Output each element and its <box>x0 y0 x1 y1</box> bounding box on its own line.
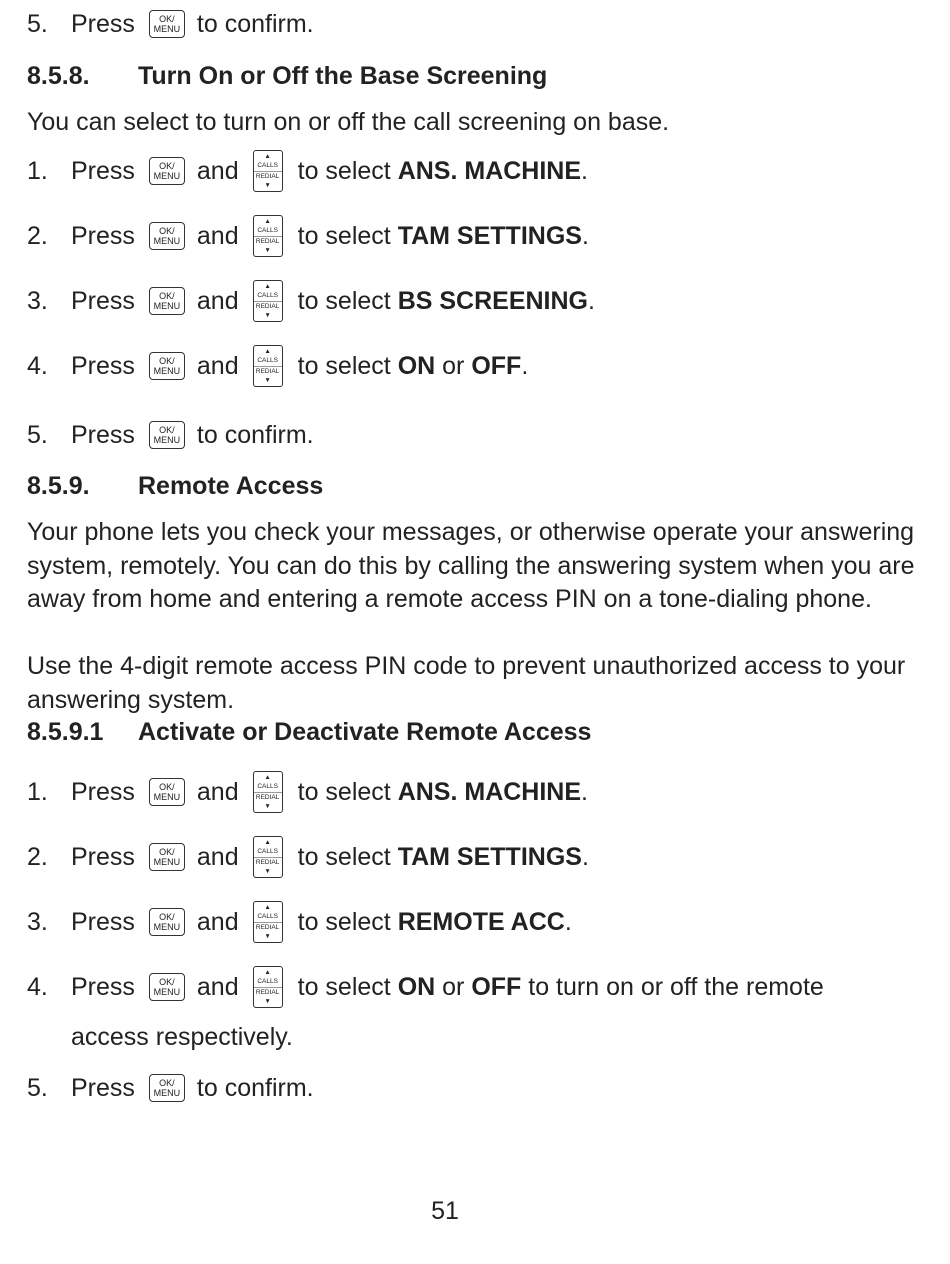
step-number: 4. <box>27 352 48 380</box>
step-and: and <box>196 843 239 871</box>
step-number: 2. <box>27 843 48 871</box>
step-text: to select ON or OFF. <box>297 352 529 380</box>
section-title: Remote Access <box>138 472 324 500</box>
step-item <box>27 345 528 387</box>
step-number: 2. <box>27 222 48 250</box>
step-and: and <box>196 778 239 806</box>
step-item <box>27 418 314 452</box>
ok-menu-key-icon: OK/ MENU <box>149 157 185 185</box>
ok-menu-key-icon: OK/ MENU <box>149 352 185 380</box>
step-text: to select TAM SETTINGS. <box>297 843 589 871</box>
ok-menu-key-icon: OK/ MENU <box>149 843 185 871</box>
step-press: Press <box>71 157 135 185</box>
step-text: to select BS SCREENING. <box>297 287 595 315</box>
step-press: Press <box>71 352 135 380</box>
step-and: and <box>196 287 239 315</box>
step-text: to select REMOTE ACC. <box>297 908 572 936</box>
section-number: 8.5.9. <box>27 472 90 500</box>
step-text: to select TAM SETTINGS. <box>297 222 589 250</box>
step-and: and <box>196 973 239 1001</box>
step-and: and <box>196 222 239 250</box>
ok-menu-key-icon: OK/ MENU <box>149 222 185 250</box>
step-press: Press <box>71 222 135 250</box>
step-press: Press <box>71 287 135 315</box>
calls-redial-key-icon: ▲ CALLS REDIAL ▼ <box>253 901 283 943</box>
step-item <box>27 771 588 813</box>
section-number: 8.5.9.1 <box>27 718 104 746</box>
calls-redial-key-icon: ▲ CALLS REDIAL ▼ <box>253 771 283 813</box>
step-press: Press <box>71 1074 135 1102</box>
step-press: Press <box>71 843 135 871</box>
step-press: Press <box>71 778 135 806</box>
step-number: 4. <box>27 973 48 1001</box>
step-number: 5. <box>27 1074 48 1102</box>
step-continuation: access respectively. <box>71 1023 293 1051</box>
step-item <box>27 150 588 192</box>
step-number: 1. <box>27 157 48 185</box>
step-press: Press <box>71 10 135 38</box>
section-title: Turn On or Off the Base Screening <box>138 62 548 90</box>
step-press: Press <box>71 908 135 936</box>
step-text: to select ON or OFF to turn on or off the remote <box>297 973 824 1001</box>
calls-redial-key-icon: ▲ CALLS REDIAL ▼ <box>253 345 283 387</box>
paragraph: Your phone lets you check your messages, or otherwise operate your answering system, remotely. You can do this by calling the answering system when you are away from home and entering a remote access PIN on a tone-dialing phone. <box>27 518 915 614</box>
section-heading <box>27 472 323 501</box>
calls-redial-key-icon: ▲ CALLS REDIAL ▼ <box>253 150 283 192</box>
step-text: to confirm. <box>196 1074 314 1102</box>
step-item <box>27 280 595 322</box>
step-and: and <box>196 157 239 185</box>
page-number: 51 <box>431 1197 459 1225</box>
paragraph: Use the 4-digit remote access PIN code to prevent unauthorized access to your answering system. <box>27 652 906 714</box>
step-number: 1. <box>27 778 48 806</box>
step-and: and <box>196 352 239 380</box>
step-press: Press <box>71 973 135 1001</box>
step-number: 5. <box>27 10 48 38</box>
step-number: 3. <box>27 908 48 936</box>
step-text: to confirm. <box>196 421 314 449</box>
step-number: 5. <box>27 421 48 449</box>
ok-menu-key-icon: OK/ MENU <box>149 973 185 1001</box>
calls-redial-key-icon: ▲ CALLS REDIAL ▼ <box>253 215 283 257</box>
step-press: Press <box>71 421 135 449</box>
ok-menu-key-icon: OK/ MENU <box>149 287 185 315</box>
section-intro: You can select to turn on or off the call screening on base. <box>27 108 670 136</box>
section-number: 8.5.8. <box>27 62 90 90</box>
section-title: Activate or Deactivate Remote Access <box>138 718 592 746</box>
step-item <box>27 215 589 257</box>
ok-menu-key-icon: OK/ MENU <box>149 908 185 936</box>
ok-menu-key-icon: OK/ MENU <box>149 778 185 806</box>
step-and: and <box>196 908 239 936</box>
step-text: to select ANS. MACHINE. <box>297 778 588 806</box>
step-item <box>27 966 824 1008</box>
section-heading <box>27 62 547 91</box>
step-text: to select ANS. MACHINE. <box>297 157 588 185</box>
ok-menu-key-icon: OK/ MENU <box>149 1074 185 1102</box>
subsection-heading <box>27 718 591 747</box>
calls-redial-key-icon: ▲ CALLS REDIAL ▼ <box>253 966 283 1008</box>
step-number: 3. <box>27 287 48 315</box>
step-item <box>27 1071 314 1105</box>
ok-menu-key-icon: OK/ MENU <box>149 421 185 449</box>
calls-redial-key-icon: ▲ CALLS REDIAL ▼ <box>253 836 283 878</box>
ok-menu-key-icon: OK/ MENU <box>149 10 185 38</box>
step-item <box>27 7 314 41</box>
calls-redial-key-icon: ▲ CALLS REDIAL ▼ <box>253 280 283 322</box>
step-item <box>27 901 572 943</box>
step-text: to confirm. <box>196 10 314 38</box>
step-item <box>27 836 589 878</box>
